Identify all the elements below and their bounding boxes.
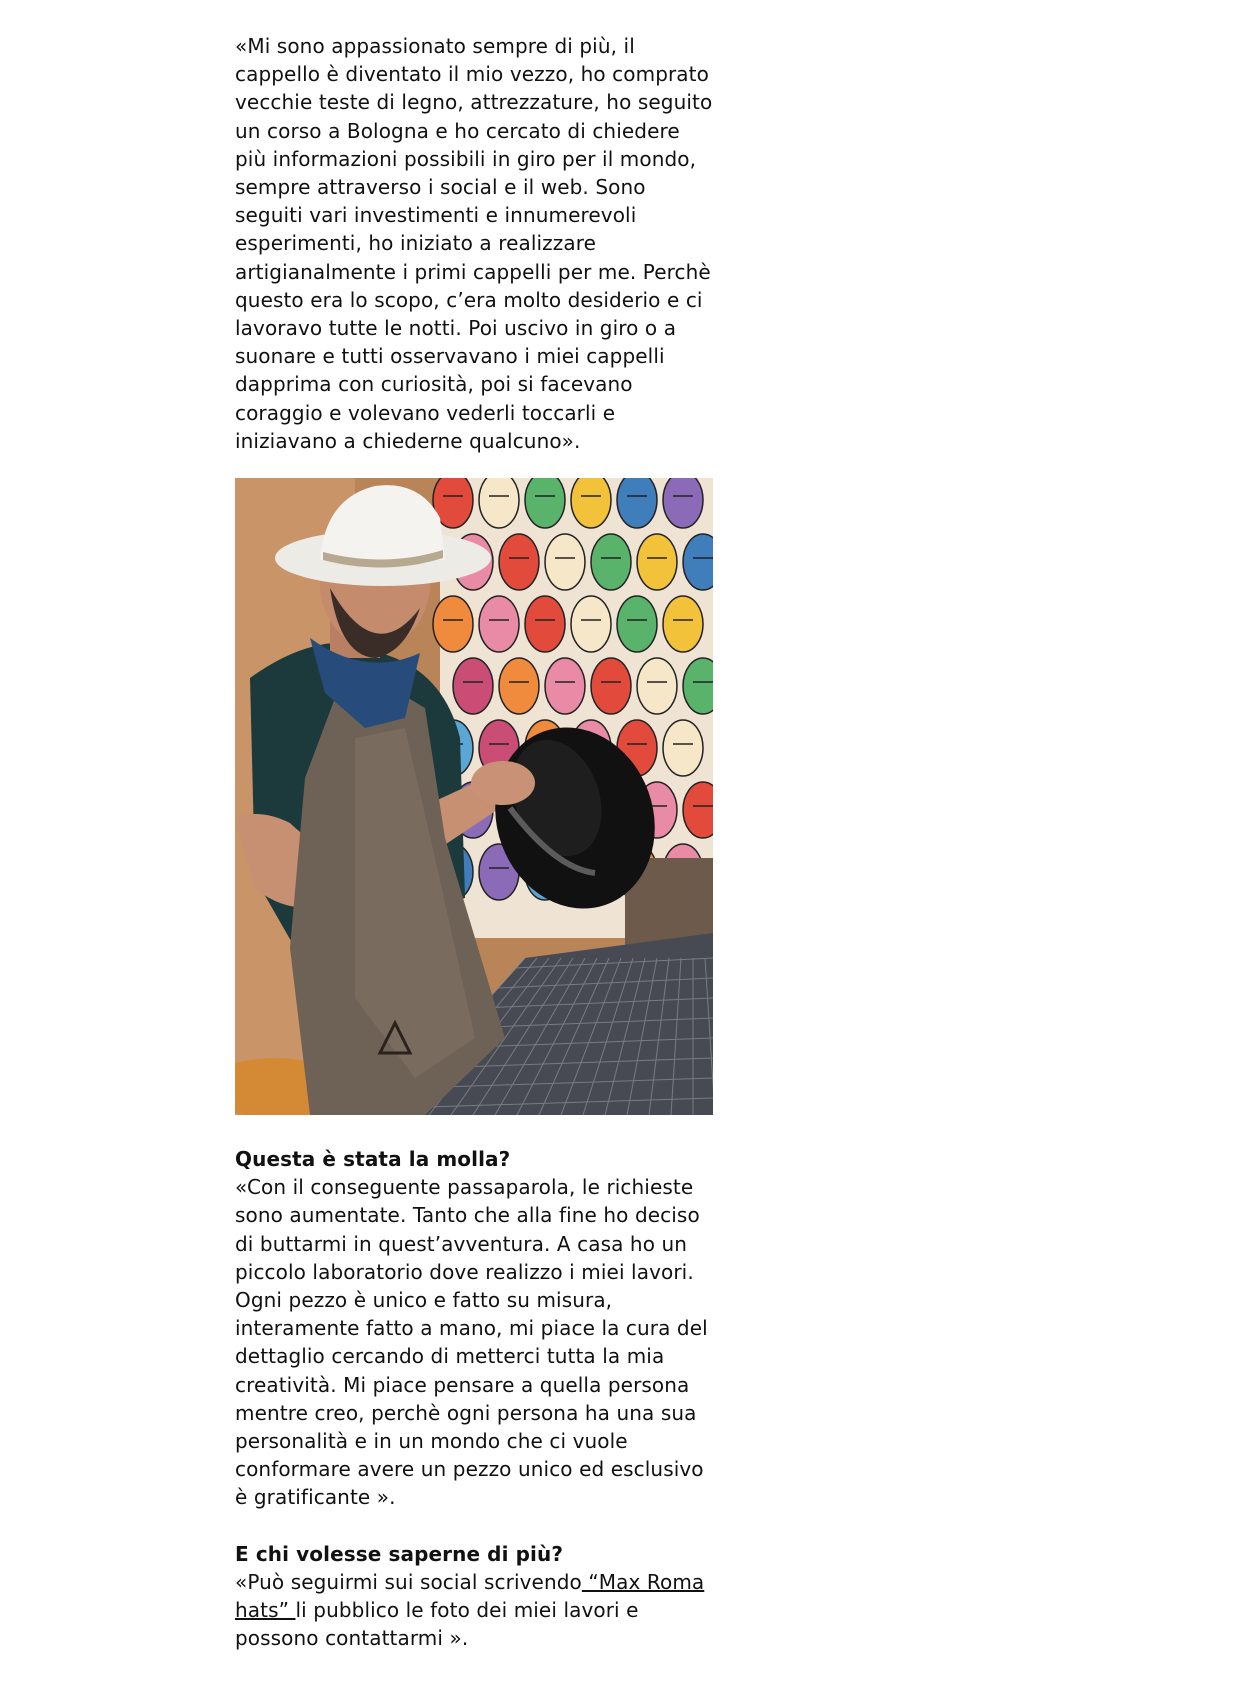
max-roma-hats-link[interactable]: “Max Roma hats” <box>235 1569 705 1623</box>
interview-answer: «Con il conseguente passaparola, le richieste sono aumentate. Tanto che alla fine ho deciso di buttarmi in quest’avventura. A casa ho un piccolo laboratorio dove realizzo i miei lavori. Ogni pezzo è unico e fatto su misura, interamente fatto a mano, mi piace la cura del dettaglio cercando di metterci tutta la mia creatività. Mi piace pensare a quella persona mentre creo, perchè ogni persona ha una sua personalità e in un mondo che ci vuole conformare avere un pezzo unico ed esclusivo è gratificante ». <box>235 1175 708 1510</box>
interview-question: Questa è stata la molla? <box>235 1147 511 1172</box>
interview-answer <box>235 1568 715 1653</box>
interview-section-2 <box>235 1145 715 1512</box>
interview-section-3 <box>235 1540 715 1653</box>
photo-icon <box>235 478 713 1115</box>
article-photo <box>235 478 713 1115</box>
article-paragraph: «Mi sono appassionato sempre di più, il cappello è diventato il mio vezzo, ho comprato vecchie teste di legno, attrezzature, ho seguito un corso a Bologna e ho cercato di chiedere più informazioni possibili in giro per il mondo, sempre attraverso i social e il web. Sono seguiti vari investimenti e innumerevoli esperimenti, ho iniziato a realizzare artigianalmente i primi cappelli per me. Perchè questo era lo scopo, c’era molto desiderio e ci lavoravo tutte le notti. Poi uscivo in giro o a suonare e tutti osservavano i miei cappelli dapprima con curiosità, poi si facevano coraggio e volevano vederli toccarli e iniziavano a chiederne qualcuno». <box>235 34 713 453</box>
answer-text-after: li pubblico le foto dei miei lavori e possono contattarmi ». <box>235 1598 639 1651</box>
interview-question: E chi volesse saperne di più? <box>235 1541 564 1566</box>
article-column <box>235 32 715 1653</box>
answer-text-before: «Può seguirmi sui social scrivendo <box>235 1569 582 1594</box>
